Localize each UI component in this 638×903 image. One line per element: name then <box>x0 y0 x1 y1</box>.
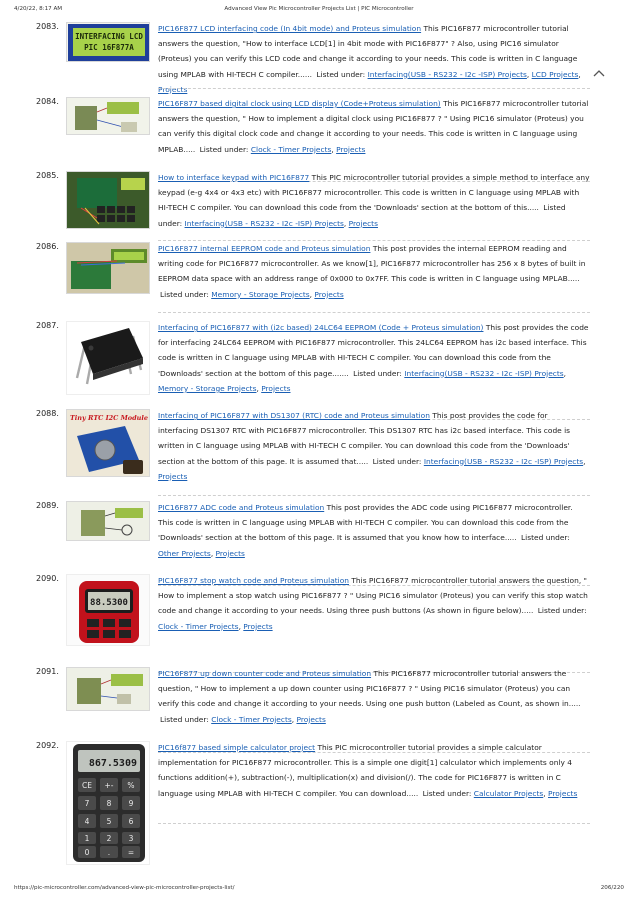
entry-thumbnail[interactable] <box>66 242 150 294</box>
entry-thumbnail[interactable] <box>66 171 150 229</box>
calc-key-label: 5 <box>106 817 112 826</box>
entry-title-link[interactable]: PIC16F877 up down counter code and Proteus simulation <box>158 669 372 678</box>
entry-thumbnail[interactable] <box>66 741 150 865</box>
entry-number: 2086. <box>36 242 59 251</box>
entry-number: 2090. <box>36 574 59 583</box>
tag-link[interactable]: Projects <box>158 84 188 94</box>
entry-thumbnail[interactable] <box>66 574 150 646</box>
entry-thumbnail[interactable] <box>66 409 150 477</box>
entry-thumbnail[interactable] <box>66 667 150 711</box>
calc-key-label: 7 <box>84 799 90 808</box>
calc-key-label: % <box>127 781 135 790</box>
calc-key-label: +- <box>104 781 114 790</box>
entry-thumbnail[interactable] <box>66 321 150 395</box>
entry-number: 2085. <box>36 171 59 180</box>
entry-description: PIC16F877 stop watch code and Proteus simulation This PIC16F877 microcontroller tutorial answers the question, " How to implement a stop watch using PIC16F877 ? " Using PIC16 simulator (Proteus) you can verify this stop watch code and change it according to your needs. Using three push buttons (As shown in figure below)..... Listed under: Clock - Timer Projects, Projects <box>158 576 588 631</box>
keypad-board-image <box>67 172 150 229</box>
entry-description: Interfacing of PIC16F877 with DS1307 (RTC) code and Proteus simulation This post provides the code for interfacing DS1307 RTC with PIC16F877 microcontroller. This DS1307 RTC has i2c based interface. This code is written in C language using MPLAB with HI-TECH C compiler. You can download this code from the 'Downloads' section at the bottom of this page. It is assumed that..... Listed under: Interfacing(USB - RS232 - I2c -ISP) Projects, Projects <box>158 411 586 481</box>
entry-number: 2084. <box>36 97 59 106</box>
thumb-lcd-line-1: INTERFACING LCD <box>75 32 143 41</box>
entry-separator <box>158 495 590 496</box>
entry-title-link[interactable]: Interfacing of PIC16F877 with (i2c based) 24LC64 EEPROM (Code + Proteus simulation) <box>158 323 484 332</box>
entry-title-link[interactable]: PIC16F877 stop watch code and Proteus simulation <box>158 576 349 585</box>
entry-description: PIC16F877 based digital clock using LCD display (Code+Proteus simulation) This PIC16F877 microcontroller tutorial answers the question, " How to implement a digital clock using PIC16F877 ? " Using PIC16 simulator (Proteus) you can verify this digital clock code and change it according to your needs. This code is written in C language using MPLAB..... Listed under: Clock - Timer Projects, Projects <box>158 99 589 154</box>
tag-link[interactable]: Clock - Timer Projects <box>158 621 239 631</box>
listed-under-label: Listed under: <box>316 69 366 79</box>
tag-link[interactable]: Clock - Timer Projects <box>211 714 292 724</box>
entry-body: This post provides the code for interfacing 24LC64 EEPROM with PIC16F877 microcontroller. This 24LC64 EEPROM has i2c based interface. This code is written in C language using MPLAB with HI-TECH C compiler. You can download this code from the 'Downloads' section at the bottom of this page....... <box>158 323 589 378</box>
entry-number: 2091. <box>36 667 59 676</box>
entry-title-link[interactable]: PIC16F877 LCD interfacing code (In 4bit mode) and Proteus simulation <box>158 24 422 33</box>
print-footer <box>14 885 624 895</box>
entry-body: This post provides the ADC code using PIC16F877 microcontroller. This code is written in C language using MPLAB with HI-TECH C compiler. You can download this code from the 'Downloads' section at the bottom of this page. It is assumed that you know how to interface..... <box>158 503 573 543</box>
entry-description: PIC16f877 based simple calculator project This PIC microcontroller tutorial provides a simple calculator implementation for PIC16F877 microcontroller. This is a simple one digit[1] calculator which implements only 4 functions addition(+), subtraction(-), multiplication(x) and division(/). The code for PIC16F877 is written in C language using MPLAB with HI-TECH C compiler. You can download..... Listed under: Calculator Projects, Projects <box>158 743 578 798</box>
tag-link[interactable]: Projects <box>548 788 578 798</box>
thumb-rtc-label: Tiny RTC I2C Module <box>69 414 149 422</box>
tag-link[interactable]: Projects <box>261 383 291 393</box>
entry-description: Interfacing of PIC16F877 with (i2c based) 24LC64 EEPROM (Code + Proteus simulation) This post provides the code for interfacing 24LC64 EEPROM with PIC16F877 microcontroller. This 24LC64 EEPROM has i2c based interface. This code is written in C language using MPLAB with HI-TECH C compiler. You can download this code from the 'Downloads' section at the bottom of this page....... Listed under: Interfacing(USB - RS232 - I2c -ISP) Projects, Memory - Storage Projects, Projects <box>158 323 589 393</box>
entry-title-link[interactable]: How to interface keypad with PIC16F877 <box>158 173 310 182</box>
thumb-lcd-line-2: PIC 16F877A <box>84 43 134 52</box>
print-header <box>14 6 624 16</box>
listed-under-label: Listed under: <box>160 714 209 724</box>
entry-body: This post provides the code for interfacing DS1307 RTC with PIC16F877 microcontroller. This DS1307 RTC has i2c based interface. This code is written in C language using MPLAB with HI-TECH C compiler. You can download this code from the 'Downloads' section at the bottom of this page. It is assumed that..... <box>158 411 571 466</box>
chevron-up-icon[interactable] <box>592 68 606 78</box>
entry-thumbnail[interactable] <box>66 501 150 541</box>
entry-separator <box>158 312 590 313</box>
calc-key-label: 6 <box>128 817 134 826</box>
tag-link[interactable]: LCD Projects <box>531 69 579 79</box>
entry-body: This PIC microcontroller tutorial provides a simple calculator implementation for PIC16F877 microcontroller. This is a simple one digit[1] calculator which implements only 4 functions addition(+), subtraction(-), multiplication(x) and division(/). The code for PIC16F877 is written in C language using MPLAB with HI-TECH C compiler. You can download..... <box>158 743 572 798</box>
stopwatch-image <box>67 575 150 646</box>
tag-link[interactable]: Interfacing(USB - RS232 - I2c -ISP) Projects <box>367 69 527 79</box>
print-page-title: Advanced View Pic Microcontroller Projects List | PIC Microcontroller <box>224 6 414 12</box>
tag-link[interactable]: Interfacing(USB - RS232 - I2c -ISP) Projects <box>404 368 564 378</box>
entry-description: PIC16F877 internal EEPROM code and Proteus simulation This post provides the internal EEPROM reading and writing code for PIC16F877 microcontroller. As we know[1], PIC16F877 microcontroller has 256 x 8 bytes of built in EEPROM data space with an address range of 0x000 to 0x7FF. This code is written in C language using MPLAB..... Listed under: Memory - Storage Projects, Projects <box>158 244 586 299</box>
entry-number: 2089. <box>36 501 59 510</box>
entry-title-link[interactable]: PIC16F877 based digital clock using LCD display (Code+Proteus simulation) <box>158 99 441 108</box>
entry-thumbnail[interactable] <box>66 97 150 135</box>
entry-body: This PIC16F877 microcontroller tutorial answers the question, "How to interface LCD[1] in 4bit mode with PIC16F877" ? Also, using PIC16 simulator (Proteus) you can verify this LCD code and change it according to your needs. This code is written in C language using MPLAB with HI-TECH C compiler...... <box>158 24 578 79</box>
calc-key-label: 2 <box>106 834 112 843</box>
tag-link[interactable]: Projects <box>243 621 273 631</box>
adc-schematic-image <box>67 502 150 541</box>
tag-link[interactable]: Memory - Storage Projects <box>211 289 310 299</box>
entry-separator <box>158 823 590 824</box>
entry-body: This PIC16F877 microcontroller tutorial answers the question, " How to implement a up down counter using PIC16F877 ? " Using PIC16 simulator (Proteus) you can verify this code and change it according to your needs. Using one push button (Labeled as Count, as shown in..... <box>158 669 581 709</box>
schematic-image <box>67 98 150 135</box>
entry-description: How to interface keypad with PIC16F877 This PIC microcontroller tutorial provides a simple method to interface any keypad (e-g 4x4 or 4x3 etc) with PIC16F877 microcontroller. This code is written in C language using MPLAB with HI-TECH C compiler. You can download this code from the 'Downloads' section at the bottom of this..... Listed under: Interfacing(USB - RS232 - I2c -ISP) Projects, Projects <box>158 173 590 228</box>
counter-schematic-image <box>67 668 150 711</box>
tag-link[interactable]: Other Projects <box>158 548 211 558</box>
entry-title-link[interactable]: PIC16F877 ADC code and Proteus simulation <box>158 503 325 512</box>
entry-title-link[interactable]: Interfacing of PIC16F877 with DS1307 (RTC) code and Proteus simulation <box>158 411 430 420</box>
print-url: https://pic-microcontroller.com/advanced-view-pic-microcontroller-projects-list/ <box>14 885 235 891</box>
entry-description: PIC16F877 LCD interfacing code (In 4bit mode) and Proteus simulation This PIC16F877 microcontroller tutorial answers the question, "How to interface LCD[1] in 4bit mode with PIC16F877" ? Also, using PIC16 simulator (Proteus) you can verify this LCD code and change it according to your needs. This code is written in C language using MPLAB with HI-TECH C compiler...... Listed under: Interfacing(USB - RS232 - I2c -ISP) Projects, LCD Projects, Projects <box>158 24 581 94</box>
entry-number: 2083. <box>36 22 59 31</box>
listed-under-label: Listed under: <box>199 144 249 154</box>
entry-description: PIC16F877 up down counter code and Proteus simulation This PIC16F877 microcontroller tutorial answers the question, " How to implement a up down counter using PIC16F877 ? " Using PIC16 simulator (Proteus) you can verify this code and change it according to your needs. Using one push button (Labeled as Count, as shown in..... Listed under: Clock - Timer Projects, Projects <box>158 669 581 724</box>
calc-key-label: 4 <box>84 817 90 826</box>
listed-under-label: Listed under: <box>353 368 402 378</box>
tag-link[interactable]: Projects <box>215 548 245 558</box>
entry-number: 2088. <box>36 409 59 418</box>
tag-link[interactable]: Projects <box>336 144 366 154</box>
listed-under-label: Listed under: <box>521 533 570 543</box>
entry-title-link[interactable]: PIC16F877 internal EEPROM code and Proteus simulation <box>158 244 371 253</box>
entry-body: This PIC microcontroller tutorial provides a simple method to interface any keypad (e-g 4x4 or 4x3 etc) with PIC16F877 microcontroller. This code is written in C language using MPLAB with HI-TECH C compiler. You can download this code from the 'Downloads' section at the bottom of this..... <box>158 173 590 213</box>
tag-link[interactable]: Calculator Projects <box>473 788 544 798</box>
eeprom-chip-image <box>67 322 150 395</box>
calc-key-label: 8 <box>106 799 112 808</box>
listed-under-label: Listed under: <box>160 289 209 299</box>
entry-body: This PIC16F877 microcontroller tutorial answers the question, " How to implement a digital clock using PIC16F877 ? " Using PIC16 simulator (Proteus) you can verify this digital clock code and change it according to your needs. This code is written in C language using MPLAB..... <box>158 99 589 154</box>
calc-key-label: 0 <box>84 848 90 857</box>
calc-key-label: CE <box>82 781 92 790</box>
calc-key-label: 3 <box>128 834 134 843</box>
print-datetime: 4/20/22, 8:17 AM <box>14 6 63 12</box>
entry-body: This post provides the internal EEPROM reading and writing code for PIC16F877 microcontroller. As we know[1], PIC16F877 microcontroller has 256 x 8 bytes of built in EEPROM data space with an address range of 0x000 to 0x7FF. This code is written in C language using MPLAB..... <box>158 244 586 284</box>
print-page-number: 206/220 <box>600 885 624 891</box>
calculator-image <box>67 742 150 865</box>
entry-body: This PIC16F877 microcontroller tutorial answers the question, " How to implement a stop watch using PIC16F877 ? " Using PIC16 simulator (Proteus) you can verify this stop watch code and change it according to your needs. Using three push buttons (As shown in figure below)..... <box>158 576 588 616</box>
thumb-calculator-display: 867.5309 <box>88 758 137 769</box>
entry-number: 2092. <box>36 741 59 750</box>
thumb-stopwatch-display: 88.5300 <box>90 598 128 608</box>
calc-key-label: . <box>107 848 111 857</box>
tag-link[interactable]: Projects <box>348 218 378 228</box>
entry-title-link[interactable]: PIC16f877 based simple calculator project <box>158 743 316 752</box>
rtc-module-image <box>67 410 150 477</box>
entry-separator <box>158 88 590 89</box>
lcd-module-image <box>67 23 150 62</box>
listed-under-label: Listed under: <box>537 606 587 616</box>
tag-link[interactable]: Interfacing(USB - RS232 - I2c -ISP) Projects <box>184 218 344 228</box>
tag-link[interactable]: Clock - Timer Projects <box>250 144 332 154</box>
calc-key-label: 9 <box>128 799 134 808</box>
listed-under-label: Listed under: <box>158 203 566 228</box>
eeprom-board-image <box>67 243 150 294</box>
entry-thumbnail[interactable] <box>66 22 150 62</box>
calc-key-label: = <box>127 848 135 857</box>
entry-number: 2087. <box>36 321 59 330</box>
tag-link[interactable]: Projects <box>158 471 188 481</box>
tag-link[interactable]: Projects <box>314 289 344 299</box>
listed-under-label: Listed under: <box>422 788 472 798</box>
tag-link[interactable]: Projects <box>296 714 326 724</box>
tag-link[interactable]: Memory - Storage Projects <box>158 383 257 393</box>
listed-under-label: Listed under: <box>372 456 422 466</box>
entry-description: PIC16F877 ADC code and Proteus simulation This post provides the ADC code using PIC16F877 microcontroller. This code is written in C language using MPLAB with HI-TECH C compiler. You can download this code from the 'Downloads' section at the bottom of this page. It is assumed that you know how to interface..... Listed under: Other Projects, Projects <box>158 503 573 558</box>
tag-link[interactable]: Interfacing(USB - RS232 - I2c -ISP) Projects <box>423 456 584 466</box>
calc-key-label: 1 <box>84 834 90 843</box>
